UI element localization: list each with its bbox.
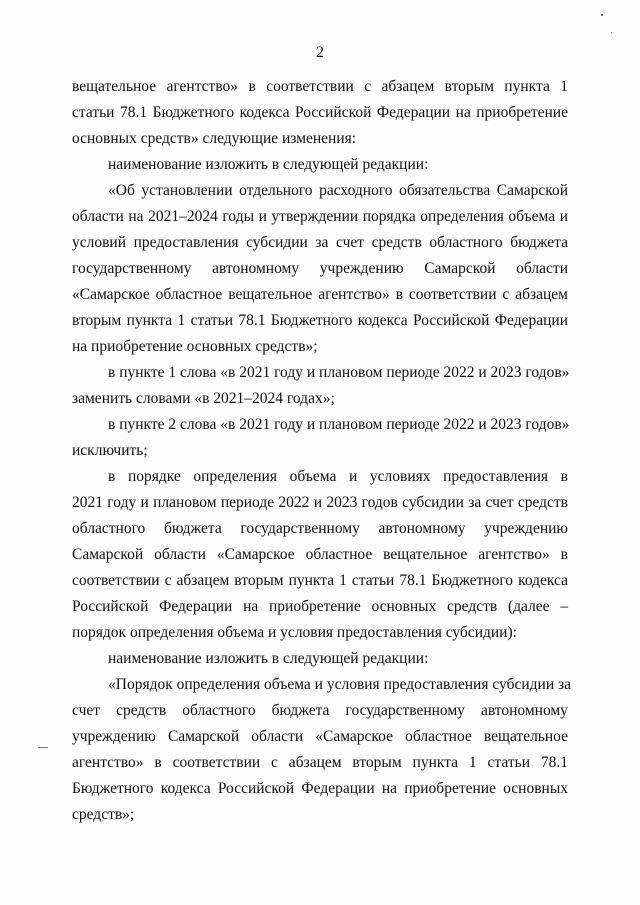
scan-speck <box>601 14 603 16</box>
document-body <box>72 74 571 828</box>
text-line: статьи 78.1 Бюджетного кодекса Российской Федерации на приобретение <box>72 104 568 121</box>
text-line: условий предоставления субсидии за счет средств областного бюджета <box>72 234 568 251</box>
text-line: порядок определения объема и условия предоставления субсидии): <box>72 624 517 641</box>
text-line: вторым пункта 1 статьи 78.1 Бюджетного кодекса Российской Федерации <box>72 312 568 329</box>
text-line: вещательное агентство» в соответствии с абзацем вторым пункта 1 <box>72 78 568 95</box>
text-line: заменить словами «в 2021–2024 годах»; <box>72 390 335 407</box>
text-line: областного бюджета государственному автономному учреждению <box>72 520 568 537</box>
text-line: учреждению Самарской области «Самарское областное вещательное <box>72 728 568 745</box>
text-line: в пункте 2 слова «в 2021 году и плановом периоде 2022 и 2023 годов» <box>108 416 570 433</box>
text-line: в пункте 1 слова «в 2021 году и плановом периоде 2022 и 2023 годов» <box>108 364 570 381</box>
text-line: 2021 году и плановом периоде 2022 и 2023 годов субсидии за счет средств <box>72 494 568 511</box>
paragraph <box>72 646 568 672</box>
paragraph <box>72 464 568 646</box>
paragraph <box>72 178 568 360</box>
paragraph <box>72 74 568 152</box>
scan-speck <box>611 32 612 33</box>
text-line: «Самарское областное вещательное агентство» в соответствии с абзацем <box>72 286 568 303</box>
text-line: Российской Федерации на приобретение основных средств (далее – <box>72 598 568 615</box>
paragraph <box>72 360 568 412</box>
text-line: «Об установлении отдельного расходного обязательства Самарской <box>108 182 568 199</box>
text-line: наименование изложить в следующей редакции: <box>108 156 429 173</box>
paragraph <box>72 152 568 178</box>
text-line: средств»; <box>72 806 135 823</box>
text-line: на приобретение основных средств»; <box>72 338 318 355</box>
text-line: государственному автономному учреждению Самарской области <box>72 260 568 277</box>
text-line: «Порядок определения объема и условия предоставления субсидии за <box>108 676 571 693</box>
text-line: агентство» в соответствии с абзацем вторым пункта 1 статьи 78.1 <box>72 754 568 771</box>
text-line: наименование изложить в следующей редакции: <box>108 650 429 667</box>
text-line: в порядке определения объема и условиях предоставления в <box>108 468 568 485</box>
scan-mark <box>38 747 48 748</box>
page-number: 2 <box>316 44 324 61</box>
text-line: Самарской области «Самарское областное вещательное агентство» в <box>72 546 568 563</box>
paragraph <box>72 672 571 828</box>
text-line: исключить; <box>72 442 148 459</box>
text-line: счет средств областного бюджета государственному автономному <box>72 702 568 719</box>
text-line: соответствии с абзацем вторым пункта 1 статьи 78.1 Бюджетного кодекса <box>72 572 568 589</box>
text-line: основных средств» следующие изменения: <box>72 130 357 147</box>
text-line: Бюджетного кодекса Российской Федерации на приобретение основных <box>72 780 568 797</box>
paragraph <box>72 412 568 464</box>
text-line: области на 2021–2024 годы и утверждении порядка определения объема и <box>72 208 568 225</box>
